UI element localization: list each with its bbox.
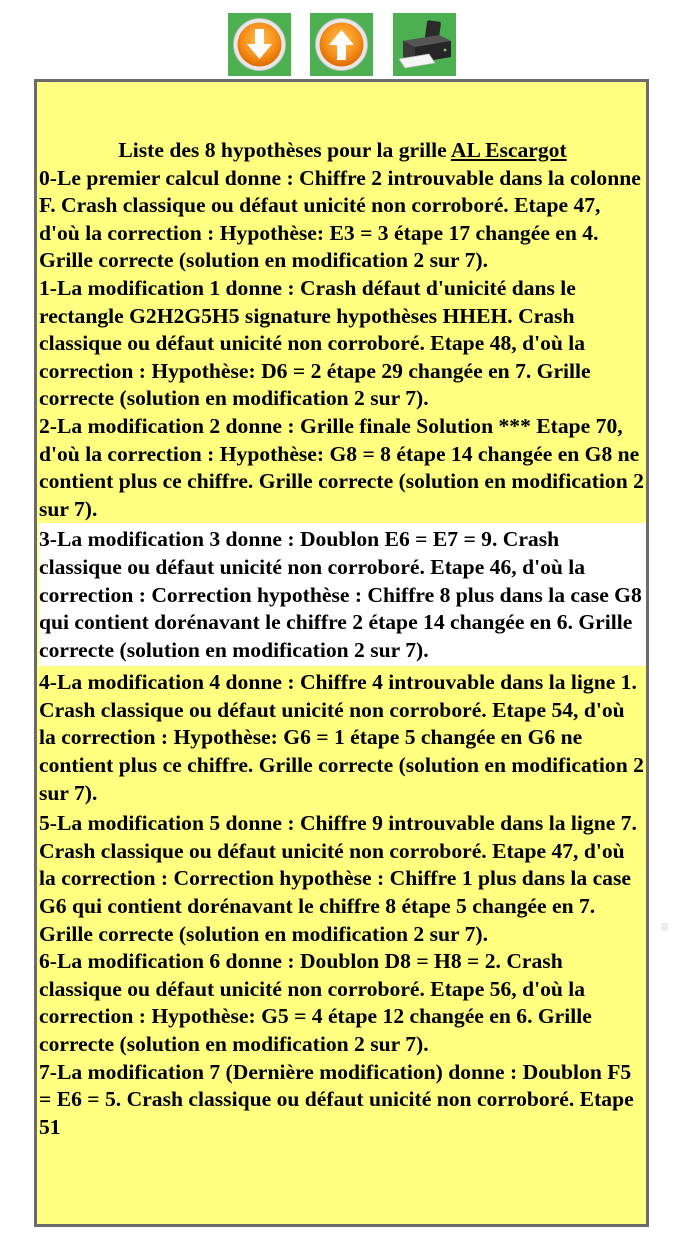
arrow-down-icon <box>228 13 291 76</box>
arrow-up-icon <box>310 13 373 76</box>
hypothesis-row: 0-Le premier calcul donne : Chiffre 2 introuvable dans la colonne F. Crash classique ou défaut unicité non corroboré. Etape 47, d'où la correction : Hypothèse: E3 = 3 étape 17 changée en 4. Grille correcte (solution en modification 2 sur 7). <box>39 165 641 273</box>
hypothesis-row: 1-La modification 1 donne : Crash défaut d'unicité dans le rectangle G2H2G5H5 signature hypothèses HHEH. Crash classique ou défaut unicité non corroboré. Etape 48, d'où la correction : Hypothèse: D6 = 2 étape 29 changée en 7. Grille correcte (solution en modification 2 sur 7). <box>39 275 591 411</box>
scroll-marker <box>661 923 668 931</box>
hypothesis-row: 6-La modification 6 donne : Doublon D8 = H8 = 2. Crash classique ou défaut unicité non corroboré. Etape 56, d'où la correction : Hypothèse: G5 = 4 étape 12 changée en 6. Grille correcte (solution en modification 2 sur 7). <box>39 949 592 1056</box>
hypothesis-row: 2-La modification 2 donne : Grille finale Solution *** Etape 70, d'où la correction : Hypothèse: G8 = 8 étape 14 changée en G8 ne contient plus ce chiffre. Grille correcte (solution en modification 2 sur 7). <box>39 413 644 521</box>
title-prefix: Liste des 8 hypothèses pour la grille <box>118 138 451 162</box>
toolbar <box>228 13 458 76</box>
upload-button[interactable] <box>310 13 373 76</box>
hypotheses-panel <box>34 79 649 1227</box>
hypothesis-row: 4-La modification 4 donne : Chiffre 4 introuvable dans la ligne 1. Crash classique ou défaut unicité non corroboré. Etape 54, d'où la correction : Hypothèse: G6 = 1 étape 5 changée en G6 ne contient plus ce chiffre. Grille correcte (solution en modification 2 sur 7). <box>39 670 644 805</box>
print-button[interactable] <box>393 13 456 76</box>
page-title <box>39 137 646 165</box>
grid-name-link[interactable]: AL Escargot <box>450 138 567 162</box>
download-button[interactable] <box>228 13 291 76</box>
hypothesis-row-highlighted: 3-La modification 3 donne : Doublon E6 = E7 = 9. Crash classique ou défaut unicité non corroboré. Etape 46, d'où la correction : Correction hypothèse : Chiffre 8 plus dans la case G8 qui contient dorénavant le chiffre 2 étape 14 changée en 6. Grille correcte (solution en modification 2 sur 7). <box>39 523 646 666</box>
hypothesis-row: 5-La modification 5 donne : Chiffre 9 introuvable dans la ligne 7. Crash classique ou défaut unicité non corroboré. Etape 47, d'où la correction : Correction hypothèse : Chiffre 1 plus dans la case G6 qui contient dorénavant le chiffre 8 étape 5 changée en 7. Grille correcte (solution en modification 2 sur 7). <box>39 811 637 946</box>
printer-icon <box>393 13 456 76</box>
hypothesis-row: 7-La modification 7 (Dernière modification) donne : Doublon F5 = E6 = 5. Crash classique ou défaut unicité non corroboré. Etape 51 <box>39 1059 634 1139</box>
